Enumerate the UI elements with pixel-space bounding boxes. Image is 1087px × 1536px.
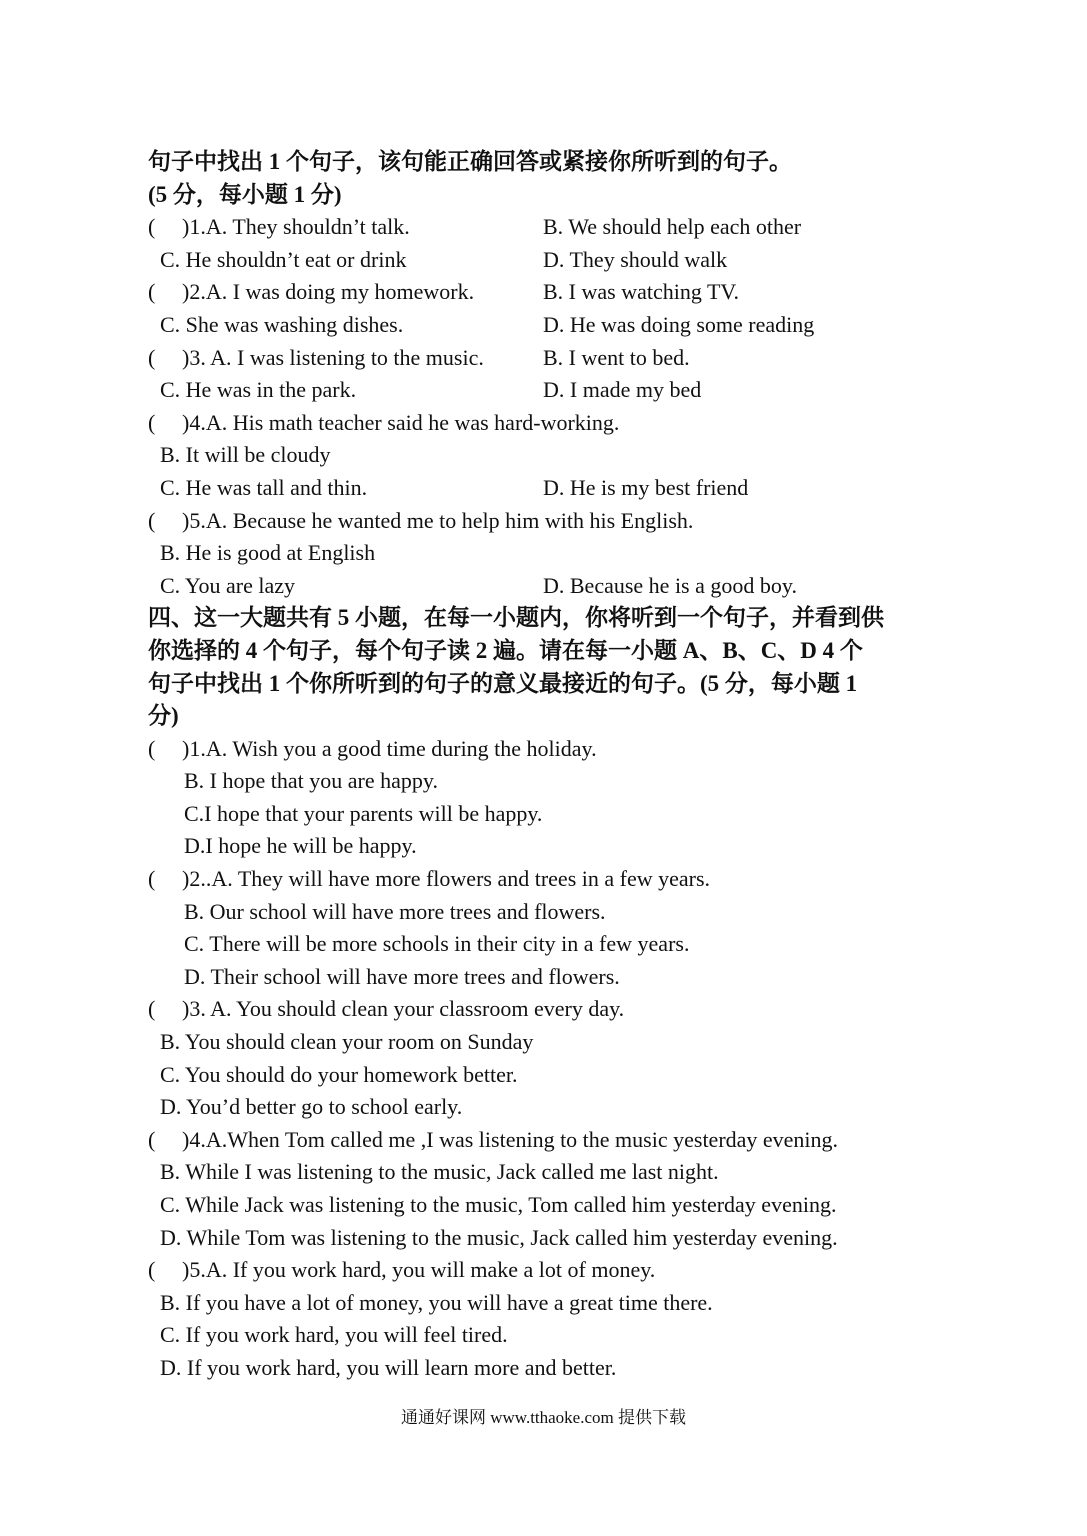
option-b: B. I went to bed. [543,344,690,370]
question-row [148,309,948,342]
option-d: D. Their school will have more trees and flowers. [184,963,620,989]
option-d: D. They should walk [543,246,728,272]
answer-paren: ( [148,996,156,1022]
option-a: )1.A. Wish you a good time during the holiday. [182,735,597,761]
option-c: C. He was tall and thin. [160,474,368,500]
option-d: D. While Tom was listening to the music, Jack called him yesterday evening. [160,1224,838,1250]
section4-instruction-line2: 你选择的 4 个句子，每个句子读 2 遍。请在每一小题 A、B、C、D 4 个 [148,637,863,663]
option-d: D. You’d better go to school early. [160,1094,463,1120]
option-c: C. If you work hard, you will feel tired. [160,1322,508,1348]
section3-instruction-line1: 句子中找出 1 个句子，该句能正确回答或紧接你所听到的句子。 [148,149,792,174]
page-footer: 通通好课网 www.tthaoke.com 提供下载 [400,1408,687,1427]
question-row [148,993,948,1026]
answer-paren: ( [148,507,156,533]
option-b: B. Our school will have more trees and flowers. [184,898,606,924]
option-a: )2.A. I was doing my homework. [182,279,475,305]
answer-paren: ( [148,344,156,370]
option-b: B. He is good at English [160,540,376,566]
section4-instruction-line1: 四、这一大题共有 5 小题，在每一小题内，你将听到一个句子，并看到供 [148,605,884,631]
question-row [148,244,948,277]
option-a: )3. A. I was listening to the music. [182,344,484,370]
option-b: B. If you have a lot of money, you will have a great time there. [160,1289,713,1315]
option-a: )5.A. Because he wanted me to help him with his English. [182,507,694,533]
question-row [148,505,948,538]
option-d: D. I made my bed [543,377,702,403]
option-d: D. If you work hard, you will learn more and better. [160,1354,617,1380]
answer-paren: ( [148,735,156,761]
option-c: C. She was washing dishes. [160,311,404,337]
section3-instruction-line2: (5 分，每小题 1 分) [148,181,342,207]
question-row [148,863,948,896]
exam-content [148,146,948,1385]
option-c: C. While Jack was listening to the music, Tom called him yesterday evening. [160,1192,837,1217]
option-c: C. There will be more schools in their city in a few years. [184,931,690,957]
question-row [148,1124,948,1157]
option-c: C. You should do your homework better. [160,1061,518,1087]
option-c: C.I hope that your parents will be happy. [184,800,543,826]
option-b: B. You should clean your room on Sunday [160,1029,534,1055]
question-row [148,1254,948,1287]
question-row [148,276,948,309]
option-a: )2..A. They will have more flowers and trees in a few years. [182,866,711,892]
option-b: B. I hope that you are happy. [184,768,438,794]
section4-instruction-line4: 分) [148,703,179,729]
answer-paren: ( [148,409,156,435]
option-b: B. I was watching TV. [543,279,739,305]
option-b: B. We should help each other [543,214,802,240]
section4-instruction-line3: 句子中找出 1 个你所听到的句子的意义最接近的句子。(5 分，每小题 1 [148,670,858,696]
question-row [148,407,948,440]
question-row [148,570,948,603]
answer-paren: ( [148,214,156,240]
answer-paren: ( [148,866,156,892]
option-d: D. He was doing some reading [543,311,815,337]
option-b: B. It will be cloudy [160,442,331,468]
option-b: B. While I was listening to the music, Jack called me last night. [160,1159,719,1185]
option-c: C. He was in the park. [160,377,357,403]
option-d: D. He is my best friend [543,474,749,500]
question-row [148,472,948,505]
option-d: D.I hope he will be happy. [184,833,417,859]
question-row [148,733,948,766]
option-a: )4.A.When Tom called me ,I was listening to the music yesterday evening. [182,1126,839,1152]
option-a: )5.A. If you work hard, you will make a lot of money. [182,1257,656,1283]
option-a: )4.A. His math teacher said he was hard-working. [182,409,620,435]
question-row [148,374,948,407]
option-c: C. He shouldn’t eat or drink [160,246,407,272]
option-a: )1.A. They shouldn’t talk. [182,214,410,240]
answer-paren: ( [148,1257,156,1283]
option-a: )3. A. You should clean your classroom every day. [182,996,625,1022]
option-d: D. Because he is a good boy. [543,572,797,598]
question-row [148,211,948,244]
option-c: C. You are lazy [160,572,296,598]
answer-paren: ( [148,1126,156,1152]
answer-paren: ( [148,279,156,305]
question-row [148,342,948,375]
